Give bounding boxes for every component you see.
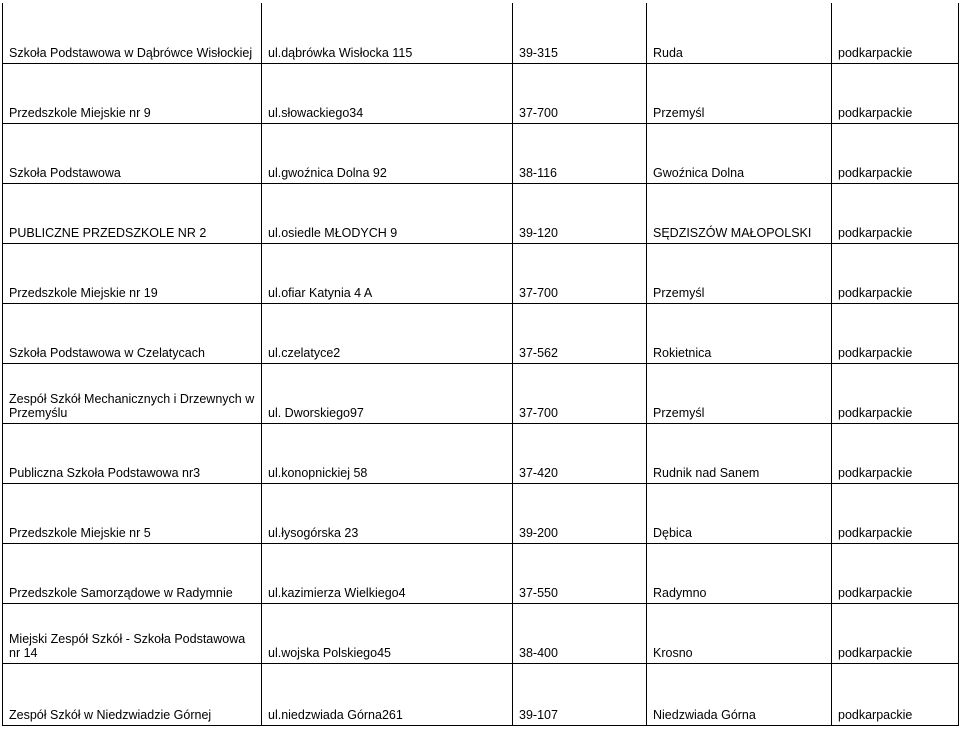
cell-street-address: ul. Dworskiego97 bbox=[262, 363, 513, 423]
table-row bbox=[3, 303, 959, 363]
cell-street-address: ul.kazimierza Wielkiego4 bbox=[262, 543, 513, 603]
cell-voivodeship: podkarpackie bbox=[832, 243, 959, 303]
cell-institution-name: Miejski Zespół Szkół - Szkoła Podstawowa nr 14 bbox=[3, 603, 262, 663]
cell-city: Dębica bbox=[647, 483, 832, 543]
cell-voivodeship: podkarpackie bbox=[832, 3, 959, 63]
cell-voivodeship: podkarpackie bbox=[832, 663, 959, 725]
cell-city: Rokietnica bbox=[647, 303, 832, 363]
cell-institution-name: Szkoła Podstawowa bbox=[3, 123, 262, 183]
cell-voivodeship: podkarpackie bbox=[832, 483, 959, 543]
cell-voivodeship: podkarpackie bbox=[832, 303, 959, 363]
table-row bbox=[3, 3, 959, 63]
table-row bbox=[3, 183, 959, 243]
table-row bbox=[3, 603, 959, 663]
cell-postal-code: 37-562 bbox=[513, 303, 647, 363]
cell-street-address: ul.dąbrówka Wisłocka 115 bbox=[262, 3, 513, 63]
cell-city: Rudnik nad Sanem bbox=[647, 423, 832, 483]
cell-voivodeship: podkarpackie bbox=[832, 543, 959, 603]
cell-postal-code: 37-550 bbox=[513, 543, 647, 603]
cell-street-address: ul.czelatyce2 bbox=[262, 303, 513, 363]
cell-voivodeship: podkarpackie bbox=[832, 123, 959, 183]
cell-street-address: ul.osiedle MŁODYCH 9 bbox=[262, 183, 513, 243]
cell-postal-code: 37-700 bbox=[513, 363, 647, 423]
cell-street-address: ul.słowackiego34 bbox=[262, 63, 513, 123]
table-row bbox=[3, 543, 959, 603]
cell-city: Radymno bbox=[647, 543, 832, 603]
cell-city: Krosno bbox=[647, 603, 832, 663]
cell-street-address: ul.gwoźnica Dolna 92 bbox=[262, 123, 513, 183]
cell-postal-code: 38-116 bbox=[513, 123, 647, 183]
cell-institution-name: Zespół Szkół w Niedzwiadzie Górnej bbox=[3, 663, 262, 725]
table-row bbox=[3, 363, 959, 423]
cell-street-address: ul.ofiar Katynia 4 A bbox=[262, 243, 513, 303]
cell-city: Ruda bbox=[647, 3, 832, 63]
cell-postal-code: 39-120 bbox=[513, 183, 647, 243]
table-row bbox=[3, 663, 959, 725]
cell-postal-code: 39-200 bbox=[513, 483, 647, 543]
cell-voivodeship: podkarpackie bbox=[832, 63, 959, 123]
cell-voivodeship: podkarpackie bbox=[832, 423, 959, 483]
cell-street-address: ul.wojska Polskiego45 bbox=[262, 603, 513, 663]
cell-voivodeship: podkarpackie bbox=[832, 183, 959, 243]
cell-city: Gwoźnica Dolna bbox=[647, 123, 832, 183]
cell-city: Przemyśl bbox=[647, 363, 832, 423]
schools-table bbox=[2, 3, 959, 726]
cell-postal-code: 37-700 bbox=[513, 243, 647, 303]
cell-city: SĘDZISZÓW MAŁOPOLSKI bbox=[647, 183, 832, 243]
table-row bbox=[3, 123, 959, 183]
cell-voivodeship: podkarpackie bbox=[832, 363, 959, 423]
cell-institution-name: Przedszkole Samorządowe w Radymnie bbox=[3, 543, 262, 603]
cell-voivodeship: podkarpackie bbox=[832, 603, 959, 663]
cell-institution-name: Przedszkole Miejskie nr 9 bbox=[3, 63, 262, 123]
table-row bbox=[3, 243, 959, 303]
cell-postal-code: 37-700 bbox=[513, 63, 647, 123]
cell-street-address: ul.łysogórska 23 bbox=[262, 483, 513, 543]
cell-institution-name: PUBLICZNE PRZEDSZKOLE NR 2 bbox=[3, 183, 262, 243]
cell-postal-code: 39-107 bbox=[513, 663, 647, 725]
cell-institution-name: Szkoła Podstawowa w Dąbrówce Wisłockiej bbox=[3, 3, 262, 63]
table-row bbox=[3, 423, 959, 483]
cell-postal-code: 38-400 bbox=[513, 603, 647, 663]
cell-street-address: ul.konopnickiej 58 bbox=[262, 423, 513, 483]
cell-institution-name: Szkoła Podstawowa w Czelatycach bbox=[3, 303, 262, 363]
table-row bbox=[3, 63, 959, 123]
cell-postal-code: 39-315 bbox=[513, 3, 647, 63]
cell-street-address: ul.niedzwiada Górna261 bbox=[262, 663, 513, 725]
cell-city: Przemyśl bbox=[647, 63, 832, 123]
cell-postal-code: 37-420 bbox=[513, 423, 647, 483]
cell-institution-name: Zespół Szkół Mechanicznych i Drzewnych w Przemyślu bbox=[3, 363, 262, 423]
table-row bbox=[3, 483, 959, 543]
cell-institution-name: Publiczna Szkoła Podstawowa nr3 bbox=[3, 423, 262, 483]
schools-table-body bbox=[3, 3, 959, 725]
cell-institution-name: Przedszkole Miejskie nr 19 bbox=[3, 243, 262, 303]
cell-institution-name: Przedszkole Miejskie nr 5 bbox=[3, 483, 262, 543]
cell-city: Przemyśl bbox=[647, 243, 832, 303]
cell-city: Niedzwiada Górna bbox=[647, 663, 832, 725]
